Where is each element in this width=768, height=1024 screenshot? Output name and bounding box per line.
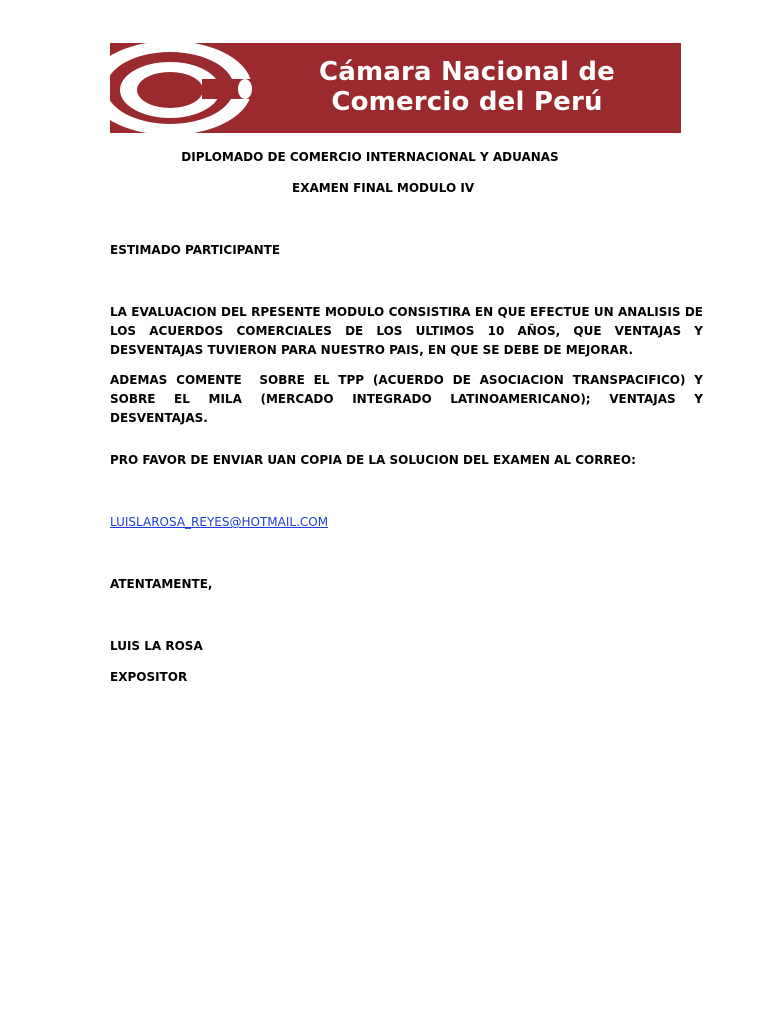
email-link[interactable]: LUISLAROSA_REYES@HOTMAIL.COM: [110, 515, 329, 529]
document-subheading: EXAMEN FINAL MODULO IV: [292, 181, 475, 195]
banner-title: [262, 57, 672, 117]
signer-name: LUIS LA ROSA: [110, 639, 203, 653]
closing: ATENTAMENTE,: [110, 577, 213, 591]
greeting: ESTIMADO PARTICIPANTE: [110, 243, 281, 257]
document-heading: DIPLOMADO DE COMERCIO INTERNACIONAL Y ADUANAS: [181, 150, 559, 164]
banner-title-line2: Comercio del Perú: [331, 87, 603, 117]
banner-title-line1: Cámara Nacional de: [318, 57, 616, 87]
paragraph-evaluation: LA EVALUACION DEL RPESENTE MODULO CONSISTIRA EN QUE EFECTUE UN ANALISIS DE LOS ACUERDOS COMERCIALES DE LOS ULTIMOS 10 AÑOS, QUE VENTAJAS Y DESVENTAJAS TUVIERON PARA NUESTRO PAIS, EN QUE SE DEBE DE MEJORAR.: [110, 305, 708, 357]
email-instruction: PRO FAVOR DE ENVIAR UAN COPIA DE LA SOLUCION DEL EXAMEN AL CORREO:: [110, 453, 636, 467]
signer-title: EXPOSITOR: [110, 670, 188, 684]
header-banner: [110, 43, 681, 133]
paragraph-tpp-mila: ADEMAS COMENTE SOBRE EL TPP (ACUERDO DE ASOCIACION TRANSPACIFICO) Y SOBRE EL MILA (MERCADO INTEGRADO LATINOAMERICANO); VENTAJAS Y DESVENTAJAS.: [110, 373, 708, 425]
